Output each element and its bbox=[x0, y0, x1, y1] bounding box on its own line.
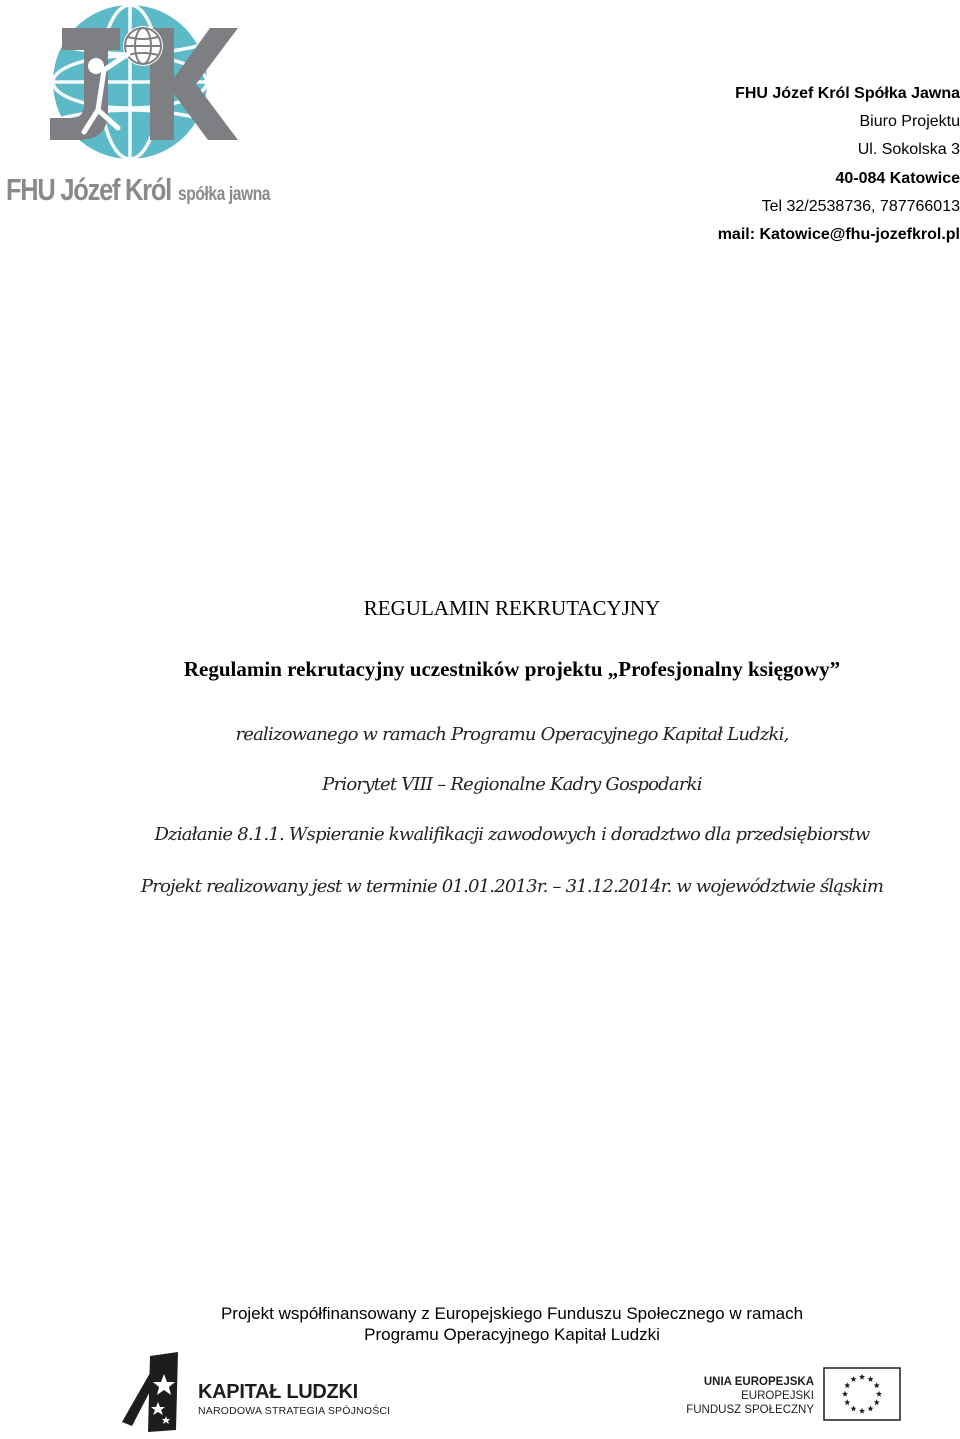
company-name: FHU Józef Król Spółka Jawna bbox=[735, 85, 960, 102]
action-line: Działanie 8.1.1. Wspieranie kwalifikacji zawodowych i doradztwo dla przedsiębiorstw bbox=[154, 824, 870, 845]
phone-numbers: Tel 32/2538736, 787766013 bbox=[761, 197, 960, 215]
document-subtitle: Regulamin rekrutacyjny uczestników projektu „Profesjonalny księgowy” bbox=[183, 657, 841, 681]
eu-line-2: EUROPEJSKI bbox=[741, 1390, 814, 1402]
kapital-ludzki-title: KAPITAŁ LUDZKI bbox=[198, 1381, 358, 1403]
logo-caption-main: FHU Józef Król bbox=[6, 172, 171, 207]
cofinancing-line-2: Programu Operacyjnego Kapitał Ludzki bbox=[364, 1325, 660, 1344]
eu-text bbox=[686, 1375, 814, 1417]
address-block bbox=[540, 80, 960, 249]
eu-line-1: UNIA EUROPEJSKA bbox=[703, 1376, 814, 1388]
term-line: Projekt realizowany jest w terminie 01.01.2013r. – 31.12.2014r. w województwie śląskim bbox=[140, 876, 884, 897]
priority-line: Priorytet VIII – Regionalne Kadry Gospodarki bbox=[322, 774, 702, 795]
street-address: Ul. Sokolska 3 bbox=[857, 141, 960, 159]
document-title: REGULAMIN REKRUTACYJNY bbox=[363, 596, 661, 620]
eu-flag-icon bbox=[823, 1367, 903, 1421]
city-address: 40-084 Katowice bbox=[835, 169, 960, 187]
logo-caption-small: spółka jawna bbox=[177, 184, 270, 205]
cofinancing-line-1: Projekt współfinansowany z Europejskiego Funduszu Społecznego w ramach bbox=[220, 1304, 804, 1323]
eu-line-3: FUNDUSZ SPOŁECZNY bbox=[686, 1404, 814, 1416]
office-name: Biuro Projektu bbox=[859, 113, 960, 131]
kapital-ludzki-subtitle: NARODOWA STRATEGIA SPÓJNOŚCI bbox=[198, 1405, 391, 1417]
program-line: realizowanego w ramach Programu Operacyjnego Kapitał Ludzki, bbox=[235, 724, 789, 745]
logo-caption bbox=[6, 172, 290, 208]
cofinancing-note bbox=[0, 1303, 960, 1345]
email-address: mail: Katowice@fhu-jozefkrol.pl bbox=[717, 226, 960, 244]
